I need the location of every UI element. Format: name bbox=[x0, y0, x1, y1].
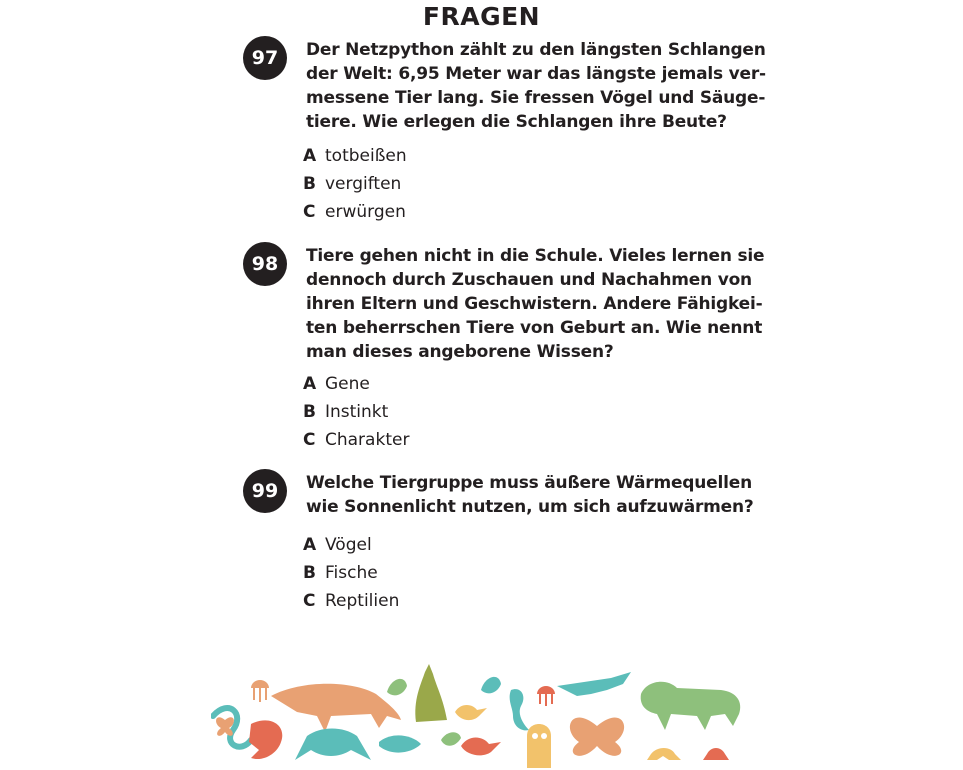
question-text bbox=[306, 38, 766, 134]
snake-icon bbox=[213, 708, 251, 747]
answer-option-a bbox=[303, 531, 399, 559]
option-letter: B bbox=[303, 563, 316, 583]
seahorse-icon bbox=[510, 689, 529, 730]
page-title: FRAGEN bbox=[422, 2, 541, 31]
jellyfish-icon bbox=[251, 680, 269, 702]
anteater-icon bbox=[271, 684, 401, 732]
option-text: vergiften bbox=[325, 174, 402, 194]
option-text: totbeißen bbox=[325, 146, 407, 166]
question-text bbox=[306, 471, 754, 519]
question-text-line: ihren Eltern und Geschwistern. Andere Fähigkei- bbox=[306, 294, 763, 314]
option-text: Instinkt bbox=[325, 402, 389, 422]
question-text-line: der Welt: 6,95 Meter war das längste jemals ver- bbox=[306, 64, 766, 84]
option-letter: C bbox=[303, 202, 316, 222]
answer-option-a bbox=[303, 370, 409, 398]
option-text: Reptilien bbox=[325, 591, 400, 611]
question-number-badge: 97 bbox=[243, 36, 287, 80]
option-text: Charakter bbox=[325, 430, 410, 450]
answer-option-b bbox=[303, 559, 399, 587]
answer-option-c bbox=[303, 426, 409, 454]
question-text-line: Welche Tiergruppe muss äußere Wärmequellen bbox=[306, 473, 752, 493]
jellyfish-icon bbox=[537, 686, 555, 706]
question-text-line: Der Netzpython zählt zu den längsten Schlangen bbox=[306, 40, 766, 60]
question-text-line: wie Sonnenlicht nutzen, um sich aufzuwärmen? bbox=[306, 497, 754, 517]
bird-icon bbox=[455, 705, 501, 755]
option-letter: A bbox=[303, 535, 317, 555]
answer-options bbox=[303, 370, 409, 454]
option-letter: C bbox=[303, 430, 316, 450]
option-letter: C bbox=[303, 591, 316, 611]
beetle-icon bbox=[379, 735, 421, 752]
option-letter: A bbox=[303, 374, 317, 394]
answer-option-b bbox=[303, 398, 409, 426]
question-text-line: messene Tier lang. Sie fressen Vögel und Säuge- bbox=[306, 88, 766, 108]
crocodile-icon bbox=[557, 672, 631, 696]
question-number-badge: 99 bbox=[243, 469, 287, 513]
lion-icon bbox=[641, 682, 741, 730]
question-text-line: ten beherrschen Tiere von Geburt an. Wie nennt bbox=[306, 318, 763, 338]
option-letter: A bbox=[303, 146, 317, 166]
answer-option-c bbox=[303, 587, 399, 615]
question-text-line: dennoch durch Zuschauen und Nachahmen von bbox=[306, 270, 752, 290]
answer-option-a bbox=[303, 142, 407, 170]
option-letter: B bbox=[303, 402, 316, 422]
lizard-icon bbox=[249, 720, 282, 759]
owl-icon bbox=[527, 724, 551, 768]
question-text-line: Tiere gehen nicht in die Schule. Vieles lernen sie bbox=[306, 246, 765, 266]
stingray-icon bbox=[295, 729, 371, 761]
animal-silhouettes-banner bbox=[211, 650, 751, 770]
question-text-line: tiere. Wie erlegen die Schlangen ihre Beute? bbox=[306, 112, 727, 132]
option-text: Fische bbox=[325, 563, 378, 583]
fox-icon bbox=[415, 664, 447, 722]
question-text-line: man dieses angeborene Wissen? bbox=[306, 342, 614, 362]
question-number-badge: 98 bbox=[243, 242, 287, 286]
question-text bbox=[306, 244, 764, 364]
answer-options bbox=[303, 142, 407, 226]
option-text: Vögel bbox=[325, 535, 372, 555]
option-text: Gene bbox=[325, 374, 370, 394]
answer-option-b bbox=[303, 170, 407, 198]
answer-options bbox=[303, 531, 399, 615]
answer-option-c bbox=[303, 198, 407, 226]
option-letter: B bbox=[303, 174, 316, 194]
frog-icon bbox=[647, 748, 729, 760]
option-text: erwürgen bbox=[325, 202, 406, 222]
